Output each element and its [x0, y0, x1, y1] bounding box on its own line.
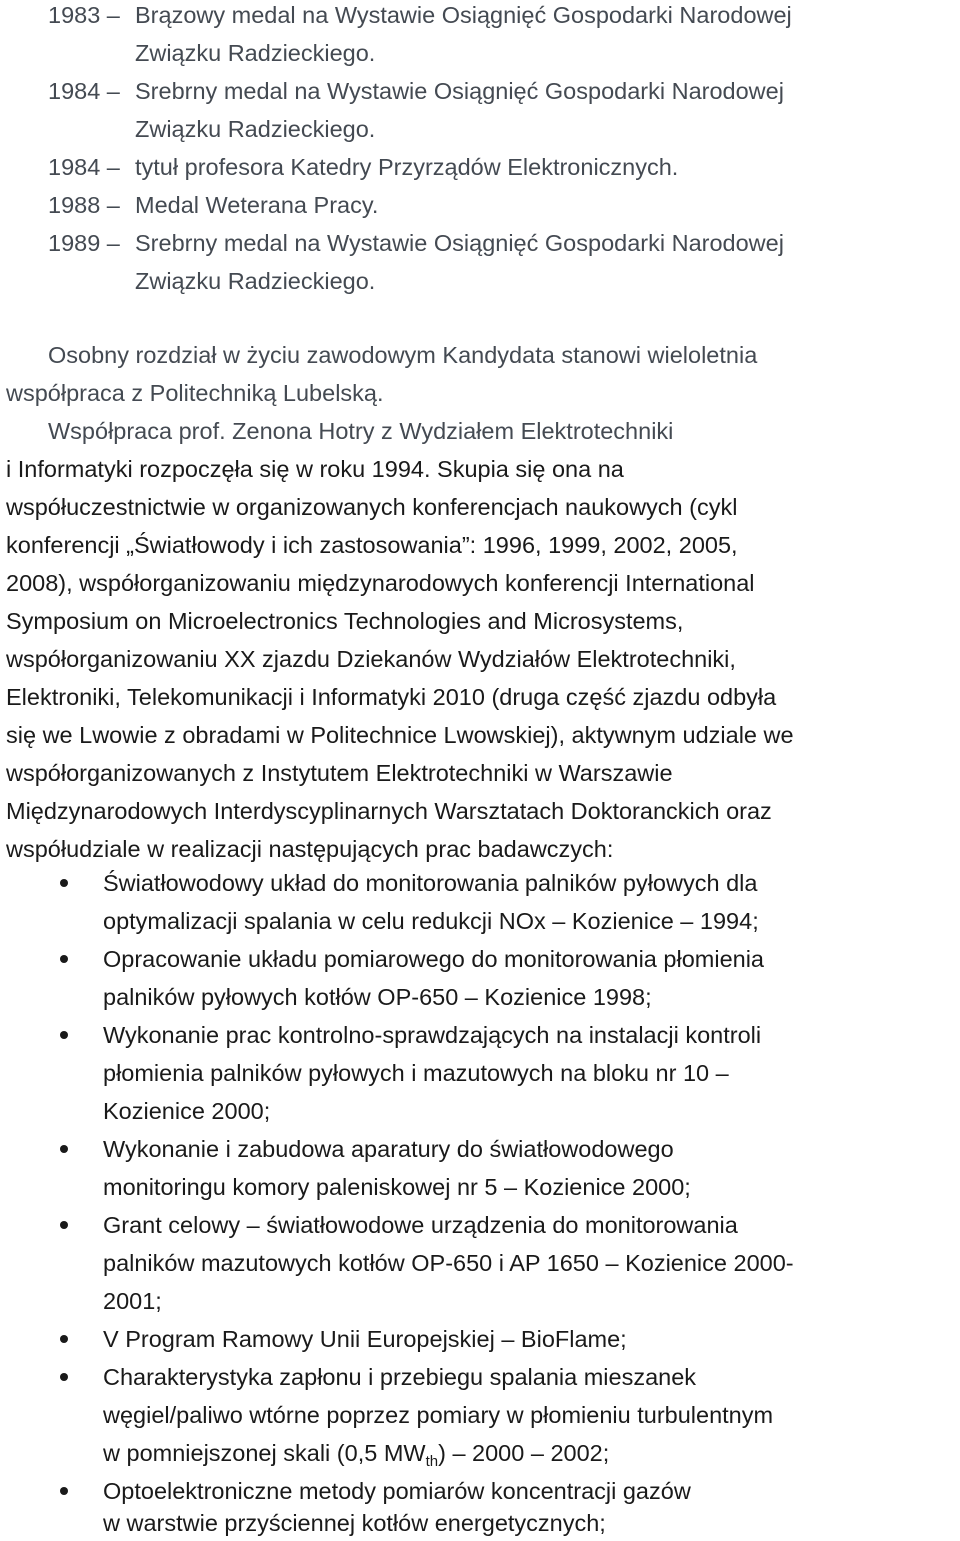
list-item-line: V Program Ramowy Unii Europejskiej – BioFlame;: [103, 1326, 627, 1352]
paragraph-line: współorganizowaniu XX zjazdu Dziekanów Wydziałów Elektrotechniki,: [6, 646, 736, 672]
list-item-line: w pomniejszonej skali (0,5 $MW_{th}) - 2000 - 2002$;: [103, 1440, 610, 1470]
award-text-cont: Związku Radzieckiego.: [135, 40, 376, 66]
bullet-icon: [60, 1487, 68, 1495]
award-text: tytuł profesora Katedry Przyrządów Elektronicznych.: [135, 154, 679, 180]
award-text: Medal Weterana Pracy.: [135, 192, 379, 218]
list-item-line: palników pyłowych kotłów OP-650 – Kozienice 1998;: [103, 984, 652, 1010]
award-year: 1989 –: [48, 230, 120, 256]
list-item-line: Światłowodowy układ do monitorowania palników pyłowych dla: [103, 870, 758, 896]
list-item-line: Charakterystyka zapłonu i przebiegu spalania mieszanek: [103, 1364, 697, 1390]
paragraph-line: się we Lwowie z obradami w Politechnice Lwowskiej), aktywnym udziale we: [6, 722, 794, 748]
award-year: 1983 –: [48, 2, 120, 28]
list-item-line: palników mazutowych kotłów OP-650 i AP 1650 – Kozienice 2000-: [103, 1250, 794, 1276]
award-text-cont: Związku Radzieckiego.: [135, 116, 376, 142]
paragraph-line: i Informatyki rozpoczęła się w roku 1994. Skupia się ona na: [6, 456, 624, 482]
list-item-line: Wykonanie prac kontrolno-sprawdzających na instalacji kontroli: [103, 1022, 762, 1048]
paragraph-line: Symposium on Microelectronics Technologies and Microsystems,: [6, 608, 684, 634]
list-item-line: monitoringu komory paleniskowej nr 5 – Kozienice 2000;: [103, 1174, 691, 1200]
bullet-icon: [60, 955, 68, 963]
list-item-line: węgiel/paliwo wtórne poprzez pomiary w płomieniu turbulentnym: [103, 1402, 774, 1428]
paragraph-line: Współpraca prof. Zenona Hotry z Wydziałem Elektrotechniki: [48, 418, 674, 444]
paragraph-line: współuczestnictwie w organizowanych konferencjach naukowych (cykl: [6, 494, 738, 520]
list-item-line: Optoelektroniczne metody pomiarów koncentracji gazów: [103, 1478, 691, 1504]
award-year: 1984 –: [48, 78, 120, 104]
paragraph-line: 2008), współorganizowaniu międzynarodowych konferencji International: [6, 570, 755, 596]
list-item-line: Grant celowy – światłowodowe urządzenia do monitorowania: [103, 1212, 738, 1238]
paragraph-line: Elektroniki, Telekomunikacji i Informatyki 2010 (druga część zjazdu odbyła: [6, 684, 777, 710]
award-text: Srebrny medal na Wystawie Osiągnięć Gospodarki Narodowej: [135, 230, 784, 256]
paragraph-line: współorganizowanych z Instytutem Elektrotechniki w Warszawie: [6, 760, 673, 786]
list-item-line: Wykonanie i zabudowa aparatury do światłowodowego: [103, 1136, 674, 1162]
paragraph-line: konferencji „Światłowody i ich zastosowania”: 1996, 1999, 2002, 2005,: [6, 532, 738, 558]
award-text-cont: Związku Radzieckiego.: [135, 268, 376, 294]
bullet-icon: [60, 1031, 68, 1039]
list-item-line: płomienia palników pyłowych i mazutowych na bloku nr 10 –: [103, 1060, 729, 1086]
list-item-line: Opracowanie układu pomiarowego do monitorowania płomienia: [103, 946, 764, 972]
paragraph-line: Międzynarodowych Interdyscyplinarnych Warsztatach Doktoranckich oraz: [6, 798, 772, 824]
list-item-line: Kozienice 2000;: [103, 1098, 271, 1124]
list-item-line: 2001;: [103, 1288, 162, 1314]
bullet-icon: [60, 1221, 68, 1229]
bullet-icon: [60, 1145, 68, 1153]
list-item-line: w warstwie przyściennej kotłów energetycznych;: [103, 1510, 606, 1536]
award-text: Brązowy medal na Wystawie Osiągnięć Gospodarki Narodowej: [135, 2, 792, 28]
paragraph-line: współudziale w realizacji następujących prac badawczych:: [6, 836, 614, 862]
list-item-line: optymalizacji spalania w celu redukcji NOx – Kozienice – 1994;: [103, 908, 759, 934]
paragraph-line: współpraca z Politechniką Lubelską.: [6, 380, 384, 406]
paragraph-line: Osobny rozdział w życiu zawodowym Kandydata stanowi wieloletnia: [48, 342, 758, 368]
bullet-icon: [60, 1373, 68, 1381]
award-year: 1984 –: [48, 154, 120, 180]
award-year: 1988 –: [48, 192, 120, 218]
bullet-icon: [60, 879, 68, 887]
award-text: Srebrny medal na Wystawie Osiągnięć Gospodarki Narodowej: [135, 78, 784, 104]
bullet-icon: [60, 1335, 68, 1343]
